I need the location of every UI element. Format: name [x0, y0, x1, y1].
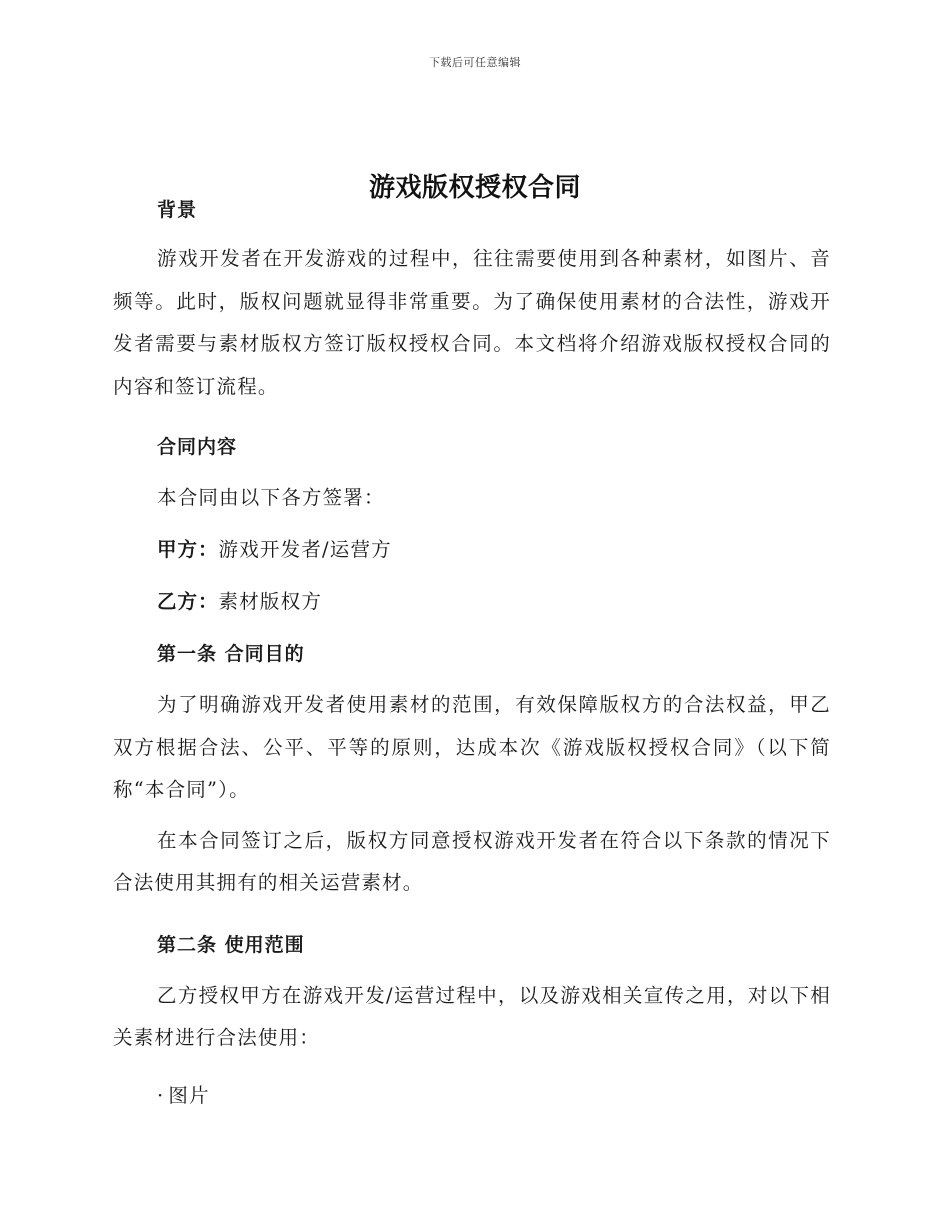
article-2-paragraph-1: 乙方授权甲方在游戏开发/运营过程中，以及游戏相关宣传之用，对以下相关素材进行合法使用： [113, 983, 831, 1049]
party-a-line [113, 534, 831, 566]
article-1-paragraph-1: 为了明确游戏开发者使用素材的范围，有效保障版权方的合法权益，甲乙双方根据合法、公平、平等的原则，达成本次《游戏版权授权合同》（以下简称“本合同”）。 [113, 693, 831, 801]
section-heading-background: 背景 [157, 199, 198, 221]
party-b-line [113, 586, 831, 618]
party-a-value: 游戏开发者/运营方 [218, 538, 392, 561]
article-1-paragraph-2: 在本合同签订之后，版权方同意授权游戏开发者在符合以下条款的情况下合法使用其拥有的相关运营素材。 [113, 828, 831, 894]
signed-by-line: 本合同由以下各方签署： [157, 486, 385, 509]
section-heading-contract-content: 合同内容 [157, 436, 238, 458]
list-item [113, 1080, 831, 1112]
section-heading-article-1: 第一条 合同目的 [157, 643, 305, 665]
document-body [113, 194, 831, 1112]
party-b-value: 素材版权方 [218, 590, 323, 613]
section-heading-article-2: 第二条 使用范围 [157, 933, 305, 956]
header-note: 下载后可任意编辑 [429, 56, 521, 69]
document-title: 游戏版权授权合同 [368, 173, 581, 204]
party-b-label: 乙方： [157, 590, 219, 613]
background-paragraph: 游戏开发者在开发游戏的过程中，往往需要使用到各种素材，如图片、音频等。此时，版权问题就显得非常重要。为了确保使用素材的合法性，游戏开发者需要与素材版权方签订版权授权合同。本文档将介绍游戏版权授权合同的内容和签订流程。 [113, 247, 831, 398]
party-a-label: 甲方： [157, 538, 219, 561]
bullet-dot: · [157, 1083, 165, 1107]
list-item-text: 图片 [168, 1083, 210, 1107]
